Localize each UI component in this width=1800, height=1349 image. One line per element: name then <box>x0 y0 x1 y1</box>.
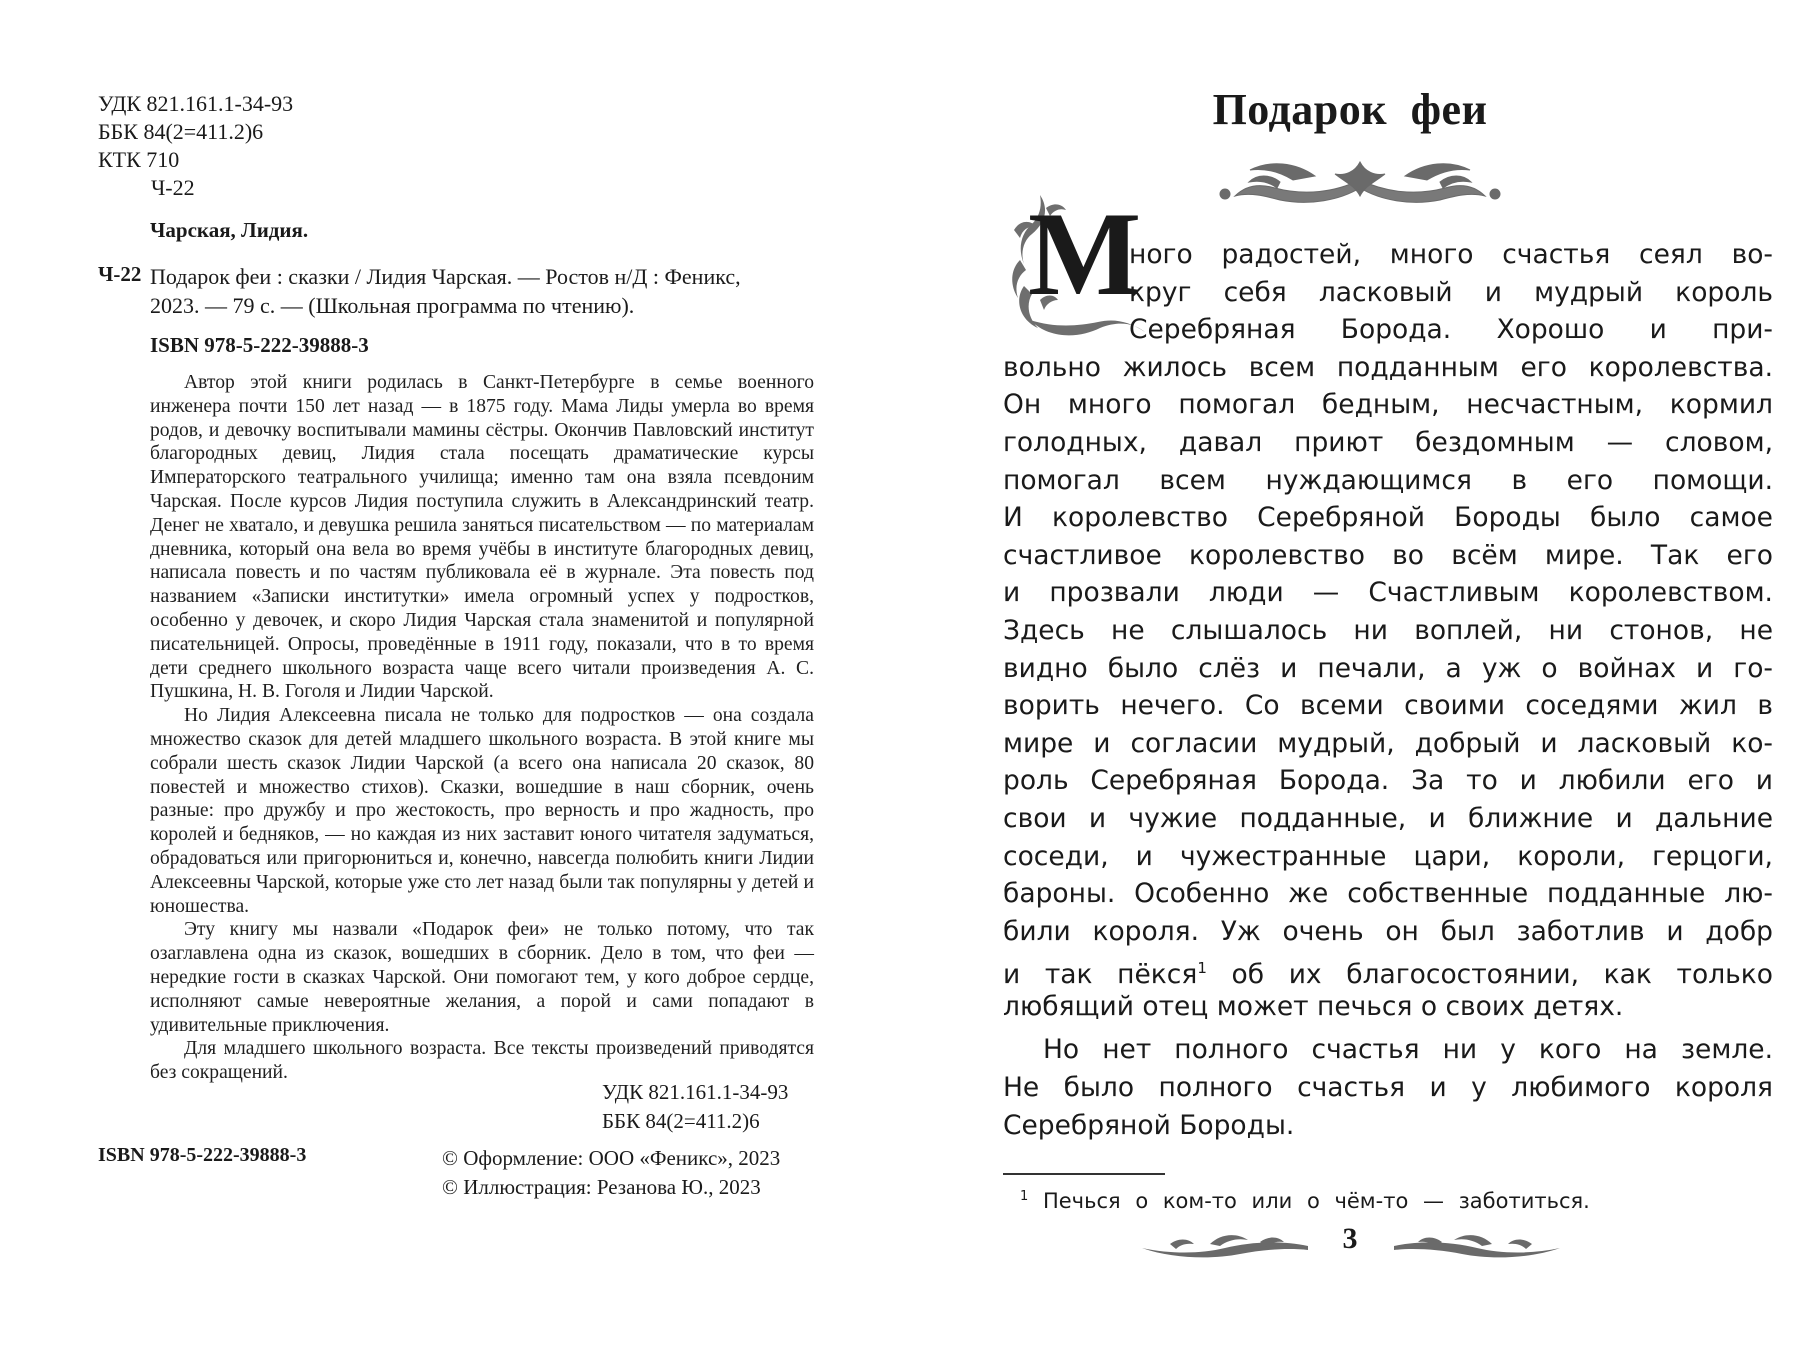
story-line: голодных, давал приют бездомным — словом, <box>1003 426 1773 458</box>
story-line: роль Серебряная Борода. За то и любили его и <box>1003 765 1773 797</box>
story-line: видно было слёз и печали, а уж о войнах и го- <box>1003 652 1773 684</box>
story-line: И королевство Серебряной Бороды было самое <box>1003 502 1773 534</box>
footnote <box>1020 1183 1755 1215</box>
drop-cap-letter: М <box>1028 187 1142 320</box>
copyright-block <box>442 1144 780 1202</box>
copyright-illustration: © Иллюстрация: Резанова Ю., 2023 <box>442 1175 761 1199</box>
story-line: и прозвали люди — Счастливым королевством. <box>1003 577 1773 609</box>
isbn-bottom: ISBN 978-5-222-39888-3 <box>98 1144 307 1166</box>
copyright-design: © Оформление: ООО «Феникс», 2023 <box>442 1146 781 1170</box>
story-line: били короля. Уж очень он был заботлив и добр <box>1003 915 1773 947</box>
story-text <box>1003 236 1773 1144</box>
story-line: соседи, и чужестранные цари, короли, герцоги, <box>1003 840 1773 872</box>
footnote-ref-mark[interactable]: 1 <box>1197 959 1207 978</box>
footnote-text: Печься о ком-то или о чём-то — заботиться. <box>1042 1189 1590 1213</box>
story-line: Не было полного счастья и у любимого короля <box>1003 1072 1773 1104</box>
story-line: бароны. Особенно же собственные подданные лю- <box>1003 878 1773 910</box>
story-line: Серебряная Борода. Хорошо и при- <box>1129 314 1773 346</box>
page-number: 3 <box>1342 1222 1358 1255</box>
page-number-ornament-right-icon <box>1392 1230 1562 1260</box>
bibliographic-description <box>150 262 810 320</box>
title-ornament-icon <box>1215 152 1505 210</box>
story-line: помогал всем нуждающимся в его помощи. <box>1003 464 1773 496</box>
story-fragment: об их благосостоянии, как только <box>1206 959 1773 991</box>
annotation-paragraph: Автор этой книги родилась в Санкт-Петербурге в семье военного инженера почти 150 лет назад — в 1875 году. Мама Лиды умерла во время родов, и девочку воспитывали мамины сёстры. Окончив Павловский институт благородных девиц, Лидия стала посещать драматические курсы Императорского театрального училища; именно там она взяла псевдоним Чарская. После курсов Лидия поступила служить в Александринский театр. Денег не хватало, и девушка решила заняться писательством — по материалам дневника, который она вела во время учёбы в институте благородных девиц, написала повесть и по частям публиковала её в журнале. Эта повесть под названием «Записки институтки» имела огромный успех у подростков, особенно у девочек, и скоро Лидия Чарская стала знаменитой и популярной писательницей. Опросы, проведённые в 1911 году, показали, что в то время дети среднего школьного возраста чаще всего читали произведения А. С. Пушкина, Н. В. Гоголя и Лидии Чарской. <box>150 372 814 703</box>
story-title: Подарок феи <box>1212 85 1488 134</box>
bbk-code: ББК 84(2=411.2)6 <box>98 119 264 144</box>
right-page <box>900 0 1800 1349</box>
annotation <box>150 371 814 1085</box>
story-line: ного радостей, много счастья сеял во- <box>1129 239 1773 270</box>
story-line: ворить нечего. Со всеми своими соседями жил в <box>1003 690 1773 722</box>
bib-line-1: Подарок феи : сказки / Лидия Чарская. — Ростов н/Д : Феникс, <box>150 264 741 289</box>
isbn-top: ISBN 978-5-222-39888-3 <box>150 333 369 357</box>
story-line: любящий отец может печься о своих детях. <box>1003 990 1624 1022</box>
udk-code: УДК 821.161.1-34-93 <box>98 91 294 116</box>
story-line: счастливое королевство во всём мире. Так его <box>1003 539 1773 571</box>
story-line: Здесь не слышалось ни воплей, ни стонов, не <box>1003 614 1773 646</box>
story-line: свои и чужие подданные, и ближние и дальние <box>1003 802 1773 834</box>
author-cipher-small: Ч-22 <box>151 175 195 200</box>
annotation-paragraph: Но Лидия Алексеевна писала не только для подростков — она создала множество сказок для детей младшего школьного возраста. В этой книге мы собрали шесть сказок Лидии Чарской (а всего она написала 20 сказок, 80 повестей и множество стихов). Сказки, вошедшие в наш сборник, очень разные: про дружбу и про жестокость, про верность и про жадность, про королей и бедняков, — но каждая из них заставит юного читателя задуматься, обрадоваться или пригорюниться и, конечно, навсегда полюбить книги Лидии Алексеевны Чарской, которые уже сто лет назад были так популярны у детей и юношества. <box>150 705 814 917</box>
footnote-mark: 1 <box>1020 1189 1029 1204</box>
story-line: Он много помогал бедным, несчастным, кормил <box>1003 389 1773 421</box>
story-fragment: и так пёкся <box>1003 959 1198 991</box>
footnote-divider <box>1003 1173 1165 1175</box>
udk-code-bottom: УДК 821.161.1-34-93 <box>602 1080 789 1104</box>
story-line-footnote-ref <box>1003 950 1773 991</box>
ktk-code: КТК 710 <box>98 147 180 172</box>
story-line: Но нет полного счастья ни у кого на земле. <box>1043 1034 1773 1066</box>
story-line: вольно жилось всем подданным его королевства. <box>1003 351 1773 383</box>
author-cipher: Ч-22 <box>98 262 142 286</box>
story-line: круг себя ласковый и мудрый король <box>1129 276 1773 308</box>
story-line: Серебряной Бороды. <box>1003 1109 1295 1141</box>
bbk-code-bottom: ББК 84(2=411.2)6 <box>602 1109 760 1133</box>
story-line: мире и согласии мудрый, добрый и ласковый ко- <box>1003 727 1773 759</box>
annotation-paragraph: Эту книгу мы назвали «Подарок феи» не только потому, что так озаглавлена одна из сказок, вошедших в сборник. Дело в том, что феи — нередкие гости в сказках Чарской. Они помогают тем, у кого доброе сердце, исполняют самые невероятные желания, а порой и сами попадают в удивительные приключения. <box>150 919 814 1036</box>
classification-codes-bottom <box>602 1078 788 1136</box>
author-heading: Чарская, Лидия. <box>150 218 309 242</box>
classification-codes <box>98 90 293 202</box>
bib-line-2: 2023. — 79 с. — (Школьная программа по чтению). <box>150 293 635 318</box>
annotation-paragraph: Для младшего школьного возраста. Все тексты произведений приводятся без сокращений. <box>150 1038 814 1084</box>
